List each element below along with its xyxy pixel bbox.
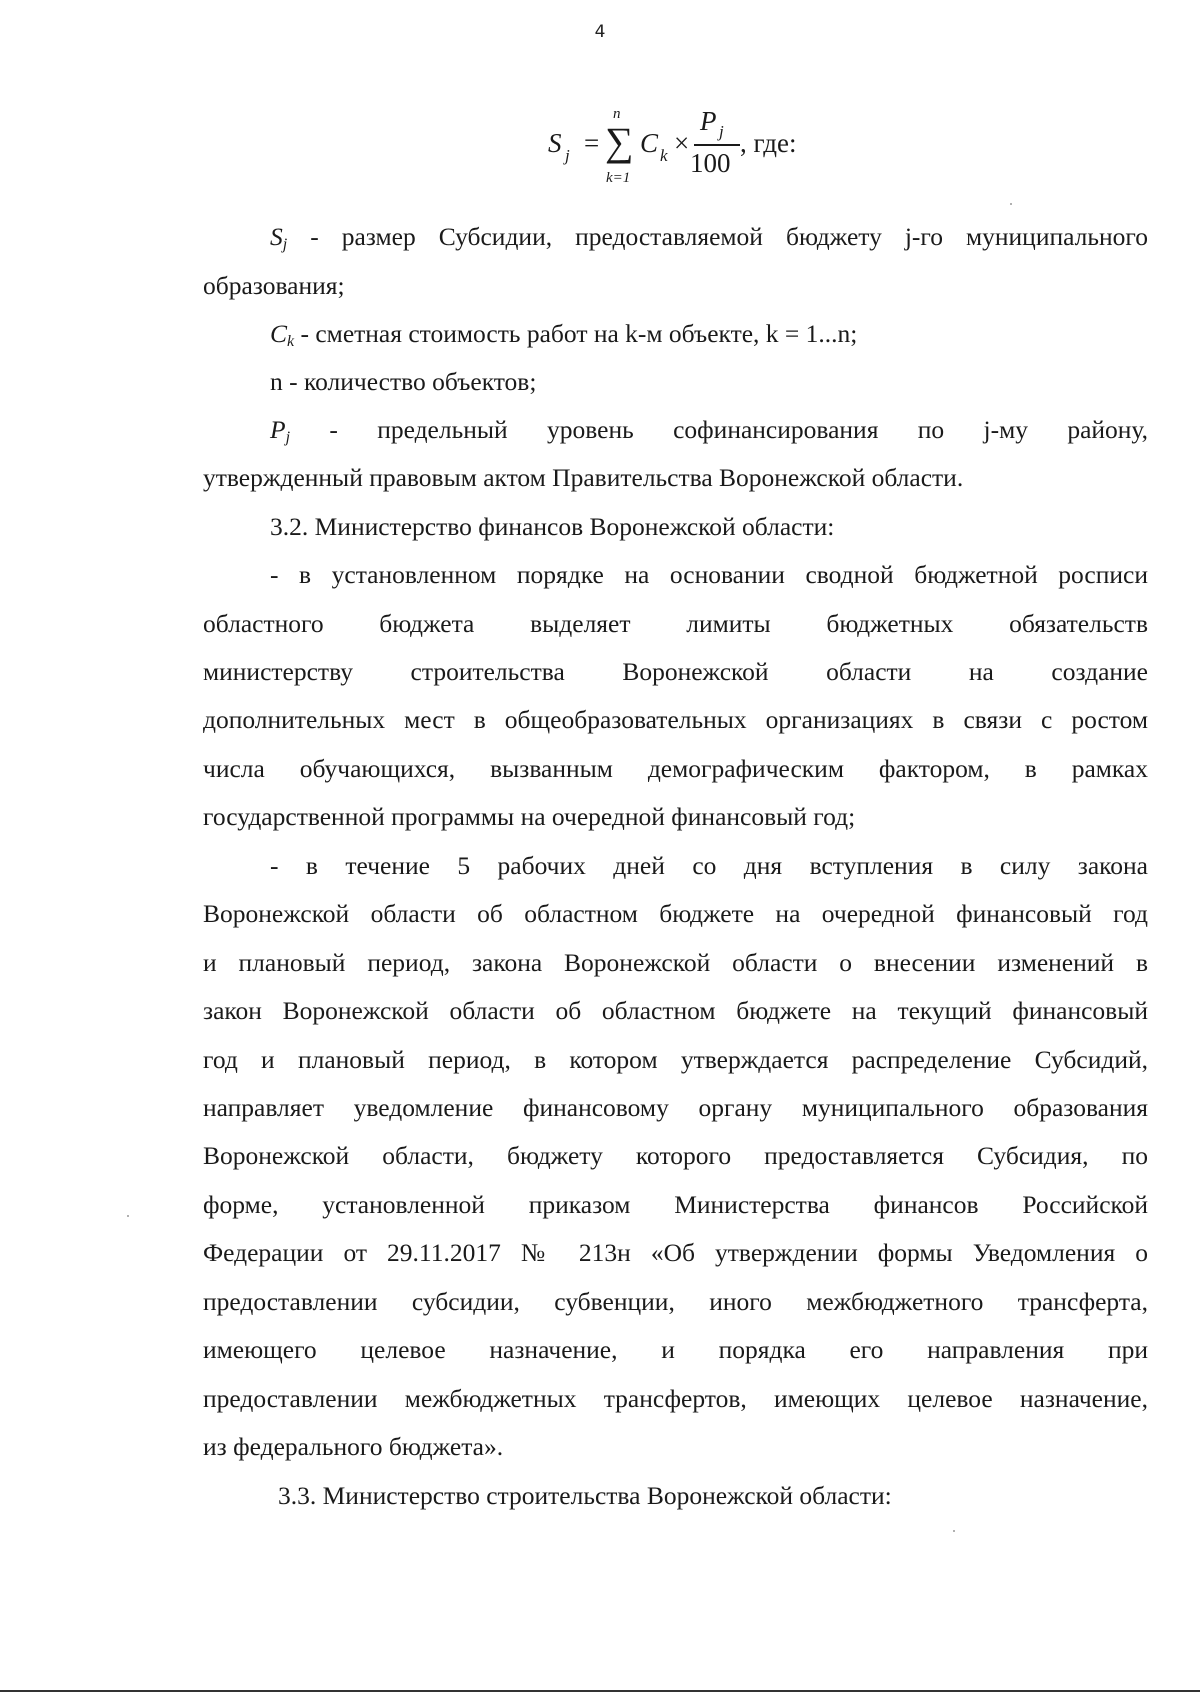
definition-s-continued: образования; — [203, 271, 345, 300]
definition-s-text: - размер Субсидии, предоставляемой бюджету j-го муниципального — [287, 222, 1148, 251]
paragraph-line: предоставлении межбюджетных трансфертов, имеющих целевое назначение, — [203, 1384, 1148, 1413]
formula-term-subscript: k — [660, 146, 668, 165]
formula-denominator: 100 — [690, 148, 731, 178]
var-s: $S_j$ — [270, 222, 288, 253]
paragraph-line: и плановый период, закона Воронежской области о внесении изменений в — [203, 948, 1148, 977]
scan-speck — [1010, 203, 1012, 205]
formula-times: × — [674, 128, 690, 158]
formula-equals: = — [584, 128, 600, 158]
paragraph-line: предоставлении субсидии, субвенции, иного межбюджетного трансферта, — [203, 1287, 1148, 1316]
paragraph-line: государственной программы на очередной финансовый год; — [203, 802, 856, 831]
paragraph-line: Федерации от 29.11.2017 № 213н «Об утверждении формы Уведомления о — [203, 1238, 1148, 1267]
paragraph-line: числа обучающихся, вызванным демографическим фактором, в рамках — [203, 754, 1148, 783]
section-3-3-heading: 3.3. Министерство строительства Воронежской области: — [278, 1481, 892, 1510]
definition-s — [270, 221, 1148, 253]
var-p: $P_j$ — [270, 415, 291, 446]
page-bottom-border — [0, 1690, 1200, 1692]
formula-fraction-bar — [694, 144, 740, 146]
definition-c-text: - сметная стоимость работ на k-м объекте, k = 1...n; — [294, 319, 858, 348]
page-number: 4 — [594, 22, 606, 42]
definition-p — [270, 414, 1148, 446]
paragraph-line: Воронежской области об областном бюджете на очередной финансовый год — [203, 899, 1148, 928]
formula-term: C — [640, 128, 659, 158]
formula-lhs: S — [548, 128, 562, 158]
paragraph-line: закон Воронежской области об областном бюджете на текущий финансовый — [203, 996, 1148, 1025]
paragraph-line: - в течение 5 рабочих дней со дня вступления в силу закона — [270, 851, 1148, 880]
paragraph-line: областного бюджета выделяет лимиты бюджетных обязательств — [203, 609, 1148, 638]
formula-tail: , где: — [740, 128, 797, 158]
paragraph-line: форме, установленной приказом Министерства финансов Российской — [203, 1190, 1148, 1219]
formula-sigma: ∑ — [605, 119, 634, 164]
definition-c — [270, 318, 1148, 350]
formula-numerator-subscript: j — [719, 122, 724, 141]
var-c: $C_k$ — [270, 319, 295, 350]
paragraph-line: министерству строительства Воронежской области на создание — [203, 657, 1148, 686]
paragraph-line: дополнительных мест в общеобразовательных организациях в связи с ростом — [203, 705, 1148, 734]
definition-n: n - количество объектов; — [270, 367, 537, 396]
formula-sum-lower: k=1 — [606, 170, 631, 186]
paragraph-line: из федерального бюджета». — [203, 1432, 504, 1461]
section-3-2-heading: 3.2. Министерство финансов Воронежской области: — [270, 512, 835, 541]
definition-p-text: - предельный уровень софинансирования по j-му району, — [329, 415, 1149, 444]
paragraph-line: год и плановый период, в котором утверждается распределение Субсидий, — [203, 1045, 1148, 1074]
formula-lhs-subscript: j — [565, 146, 570, 165]
scan-speck — [127, 1215, 129, 1217]
scan-speck — [953, 1530, 955, 1532]
paragraph-line: - в установленном порядке на основании сводной бюджетной росписи — [270, 560, 1148, 589]
formula-sum-upper: n — [613, 106, 621, 122]
paragraph-line: Воронежской области, бюджету которого предоставляется Субсидия, по — [203, 1141, 1148, 1170]
paragraph-line: имеющего целевое назначение, и порядка его направления при — [203, 1335, 1148, 1364]
paragraph-line: направляет уведомление финансовому органу муниципального образования — [203, 1093, 1148, 1122]
definition-p-continued: утвержденный правовым актом Правительства Воронежской области. — [203, 463, 964, 492]
formula-numerator: P — [700, 106, 717, 136]
